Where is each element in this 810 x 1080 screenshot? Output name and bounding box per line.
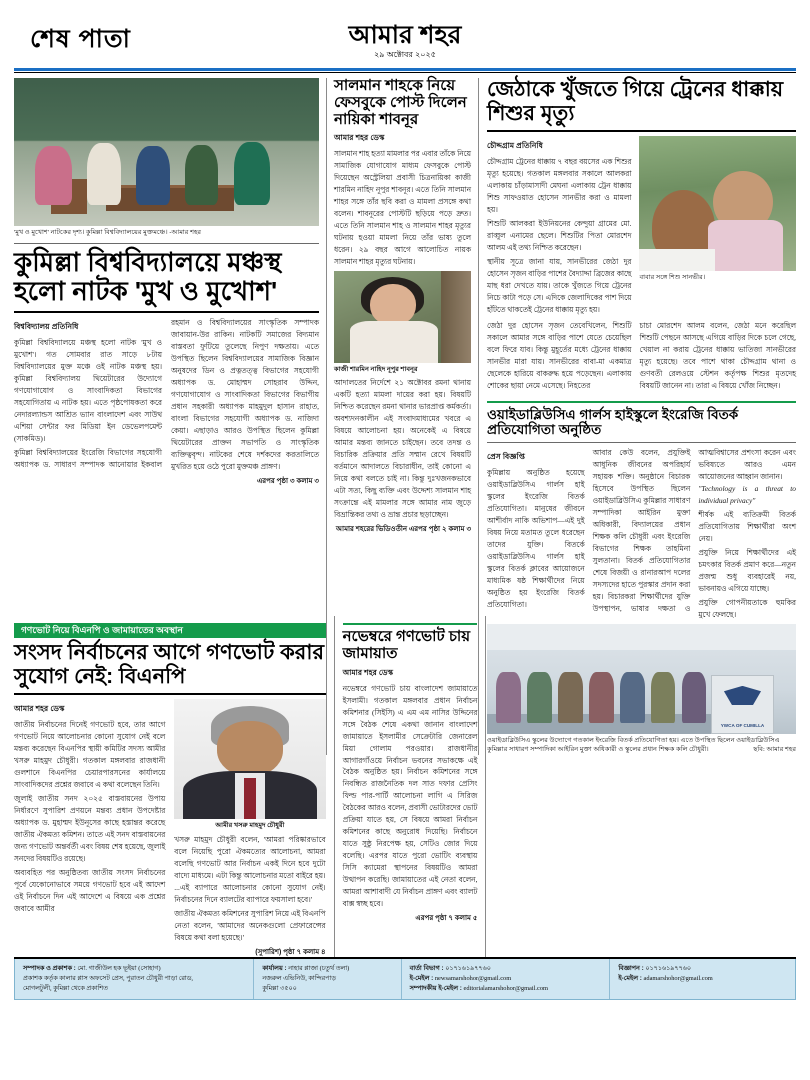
divider: [487, 130, 796, 132]
footer-ad-label: বিজ্ঞাপন :: [618, 965, 644, 973]
footer: [14, 957, 796, 1000]
footer-news-email[interactable]: newsamarshohor@gmail.com: [434, 975, 512, 983]
footer-ad-phone: ০১৭১৬১৯৭৭৬০: [645, 965, 692, 973]
divider: [14, 311, 319, 313]
footer-ad-email-label: ই-মেইল :: [618, 975, 642, 983]
train-paragraph-1: চৌদ্দগ্রাম ট্রেনের ধাক্কায় ৭ বছর বয়সের এক শিশুর মৃত্যু হয়েছে। গতকাল মঙ্গলবার সকালে আলকরা এলাকায় চাঁড়ামাসাদী মেঘনা এলাকায় ট্রেন ধাক্কায় শিশু সাফওয়াত হোসেন সানভীর করা ও মামলা হয়।: [487, 157, 632, 214]
shabnur-byline: আমার শহর ডেস্ক: [334, 133, 385, 143]
jamaat-continued: এরপর পৃষ্ঠা ৭ কলাম ৫: [415, 915, 478, 923]
photo-child-dress: [708, 220, 783, 271]
shabnur-continued: আমার শহরের ভিডিওতীন এরপর পৃষ্ঠা ২ কলাম ৩: [335, 525, 471, 533]
photo-father-shirt: [639, 249, 714, 271]
jamaat-green-rule: [343, 623, 478, 625]
train-byline: চৌদ্দগ্রাম প্রতিনিধি: [487, 141, 543, 151]
column-bnp: [14, 616, 334, 958]
footer-office-label: কার্যালয় :: [262, 965, 287, 973]
drama-paragraph-2: কুমিল্লা বিশ্ববিদ্যালয়ের ইংরেজি বিভাগের সহযোগী অধ্যাপক ড. সাধারণ সম্পাদক আনোয়ার ইকবাল রহমান ও বিশ্ববিদ্যালয়ের সাংস্কৃতিক সম্পাদক জাবায়ান-উর রাকিন। নাটকটি সমাজের বিদ্যমান বাস্তবতা ফুটিয়ে তুলেছে নিপুণ দক্ষতায়। এতে উপস্থিত ছিলেন বিশ্ববিদ্যালয়ের সামাজিক বিজ্ঞান অনুষদের ডিন ও প্রত্নতত্ত্ব বিভাগের সহযোগী অধ্যাপক ড. মোহাম্মদ সোহরাব উদ্দিন, গণযোগাযোগ ও সাংবাদিকতা বিভাগের বিভাগীয় প্রধান সহকারী অধ্যাপক মাহমুদুল হাসান রাহাত, বাংলা বিভাগের সহযোগী অধ্যাপক ড. নাজিদা কেয়া। এছাড়াও আরও উপস্থিত ছিলেন কুমিল্লা থিয়েটারের প্রাক্তন সভাপতি ও সাংস্কৃতিক ব্যক্তিত্ববৃন্দ। নাটকের শেষে দর্শকদের করতালিতে মুখরিত হয়ে ওঠে পুরো মুক্তমঞ্চ প্রাঙ্গণ।: [14, 318, 319, 471]
bnp-paragraph-2: জুলাই জাতীয় সনদ ২০২৫ বাস্তবায়নের উপায় নির্ধারণে সুপারিশ প্রণয়নে মন্তব্য প্রধান উপদেষ্টার অধ্যাপক ড. মুহাম্মদ ইউনূসের কাছে হস্তান্তর করেছে জাতীয় ঐকমত্য কমিশন। তাতে এই সনদ বাস্তবায়নের জন্য গণভোট অন্তর্বর্তী এবং বিষয় শেষ হয়েছে, জুলাই সনদের বিষয়টিও রয়েছে।: [14, 793, 166, 863]
footer-news-phone: ০১৭১৬১৯৭৭৬০: [445, 965, 491, 973]
footer-news-cell: [402, 959, 611, 999]
footer-office-value: নাহার প্লাজা (চতুর্থ তলা): [288, 965, 350, 973]
footer-editorial-email-label: সম্পাদকীয় ই-মেইল :: [409, 985, 462, 993]
footer-office-street: নজরুল এভিনিউ, কান্দিরপাড়: [262, 975, 336, 983]
ywca-caption-text: ওয়াইডাব্লিউসিএ স্কুলের উদ্যোগে গতকাল ইংরেজি বিতর্ক প্রতিযোগিতা হয়। এতে উপস্থিত ছিলেন ওয়াইডাব্লিউসিএ কুমিল্লার সাধারণ সম্পাদিকা আইরিন মুক্তা অধিকারী ও স্কুলের প্রধান শিক্ষক কলি চৌধুরী।: [487, 736, 780, 753]
ywca-photo-credit: ছবি: আমার শহর: [753, 745, 796, 753]
masthead: [14, 18, 796, 62]
column-ywca-spacer: [485, 616, 796, 958]
footer-ad-email[interactable]: adamarshohor@gmail.com: [643, 975, 713, 983]
footer-press-line: প্রকাশক কর্তৃক কালার প্লাস অফসেট প্রেস, পুরাতন চৌধুরী পাড়া রোড,: [23, 975, 193, 983]
jamaat-headline: নভেম্বরে গণভোট চায় জামায়াত: [342, 628, 471, 662]
column-jamaat: [334, 616, 486, 958]
shabnur-paragraph-2: আদালতের নির্দেশে ২১ অক্টোবর রমনা থানায় একটি হত্যা মামলা দায়ের করা হয়। বিষয়টি নিশ্চিত করেছেন রমনা থানার ভারপ্রাপ্ত কর্মকর্তা। অবশ্যদনকালীন এই সংবাদমাধ্যমের খবরে এ বিষয়ে আলোচনা হয়। অনেকেই এ বিষয়ে আমার মন্তব্য জানতে চাইছেন। তবে তদন্ত ও বিচারিক প্রক্রিয়ার প্রতি সম্মান রেখে বিষয়টি বর্তমানে আদালতে বিচারাধীন, তাই কোনো এ নিয়ে কথা বলতে চাই না। কিন্তু দুঃখজনকভাবে এটা সত্য, কিছু ব্যক্তি এবং উদ্দেশ্য সালমান শাহ সংক্রান্তে এই মামলার সঙ্গে আমার নাম জুড়ে বিভ্রান্তিকর তথ্য ও ভ্রান্ত প্রচার ছড়াচ্ছেন।: [334, 378, 471, 519]
stage-actor-4: [185, 145, 219, 206]
footer-news-email-label: ই-মেইল :: [409, 975, 434, 983]
drama-byline: বিশ্ববিদ্যালয় প্রতিনিধি: [14, 322, 79, 332]
bnp-paragraph-3: অব্যবহিত পর অনুষ্ঠিতব্য জাতীয় সংসদ নির্বাচনের পূর্বে যেকোনোভাবে সময়ে গণভোট হবে এই আদেশ ওই নির্বাচনে দিন এই আদেশে এ বিষয়ে এক প্রশ্নের জবাবে আমীর: [14, 867, 166, 913]
bnp-photo-caption: আমীর খসরু মাহমুদ চৌধুরী: [215, 822, 285, 830]
footer-news-label: বার্তা বিভাগ :: [409, 965, 444, 973]
jamaat-paragraph-1: নভেম্বরে গণভোট চায় বাংলাদেশ জামায়াতে ইসলামী। গতকাল মঙ্গলবার প্রধান নির্বাচন কমিশনার (সিইসি) এ এম এম নাসির উদ্দিনের সঙ্গে বৈঠক শেষে একথা জানান বাংলাদেশ জামায়াতে ইসলামীর সেক্রেটারি জেনারেল মিয়া গোলাম পরওয়ার। রাজধানীর আগারগাঁওয়ে নির্বাচন ভবনের সভাকক্ষে এই বৈঠক অনুষ্ঠিত হয়। নির্বাচন কমিশনের সঙ্গে নিবন্ধিত রাজনৈতিক দল সাত দফার প্রেসিং ফিল্ড পার-পার্টি আলোচনা লাগি এ সিরিজ বৈঠকের আরও বলেন, প্রবাসী ভোটারদের ভোট প্রক্রিয়া যাতে হয়, সে বিষয়ে আমরা নির্বাচন কমিশনের কাছে অনুরোধ দিয়েছি। নির্বাচনে যাতে সুষ্ঠু নিরপেক্ষ হয়, সেটিও জোর দিয়ে বলেছি। এরপর যাতে পুরো ভোটিং ব্যবস্থায় সিসি ক্যামেরা স্থাপনের বিষয়টিও আমরা উত্থাপন করেছি। জামায়াতের এই নেতা বলেন, আমরা আশাবাদী যে নির্বাচন প্রাঙ্গণ এবং ব্যালট বাক্স স্বচ্ছ হবে।: [342, 683, 478, 909]
drama-body: [14, 317, 319, 473]
ywca-quote-note: শীর্ষক এই ব্যতিক্রমী বিতর্ক প্রতিযোগিতায় শিক্ষার্থীরা অংশ নেয়।: [698, 509, 796, 543]
bnp-leader-photo: [174, 699, 325, 819]
ywca-headline: ওয়াইডাব্লিউসিএ গার্লস হাইস্কুলে ইংরেজি বিতর্ক প্রতিযোগিতা অনুষ্ঠিত: [487, 406, 739, 437]
footer-office-zip: কুমিল্লা ৩৫০০: [262, 985, 297, 993]
shabnur-photo: [334, 271, 471, 363]
train-paragraph-4: জেঠা দুর হোসেন সৃজন তেবেখিলেন, শিশুটি সকালে আমার সঙ্গে বাড়ির পাশে যেতে চেয়েছিল বলে ফিরে যাব। কিন্তু মুহূর্তের মধ্যে ট্রেনের ধাক্কায় সানভীর মারা যায়। সানভীরের বাবা-মা একমাত্র ছেলেকে হারিয়ে বাকরুদ্ধ হয়ে পড়েছেন। এলাকায় শোকের ছায়া নেমে এসেছে। নিহতের: [487, 320, 632, 390]
train-photo-caption: বাবার সঙ্গে শিশু সানভীর।: [639, 274, 706, 282]
divider: [487, 442, 796, 443]
podium-text: YWCA OF CUMILLA: [720, 723, 765, 729]
footer-editor-cell: [15, 959, 254, 999]
bnp-paragraph-5: জাতীয় ঐকমত্য কমিশনের সুপারিশ নিয়ে এই বিএনপি নেতা বলেন, 'আমাদের অনেকগুলো প্রেফারেন্সের বিষয়ে কথা বলা হয়েছে।': [174, 908, 326, 942]
bnp-paragraph-4: খসরু মাহমুদ চৌধুরী বলেন, 'আমরা পরিষ্কারভাবে বলে নিয়েছি পুরো ঐকমত্যের আলোচনা, আমরা বলেছি গণভোট আর নির্বাচন একই দিনে হবে দুটো বাদ্যে মাধ্যমে। এটা কিন্তু আলোচনার মতো বাইরে হয়। ...এই ব্যাপারে আলোচনার কোনো সুযোগ নেই। নির্বাচনের দিনে ব্যালটের ব্যাপারে ফয়সালা হবে।': [174, 834, 326, 904]
train-paragraph-5: চাচা মোরশেদ আলম বলেন, জেঠা মনে করেছিল শিশুটি পেছনে আসছে এগিয়ে বাড়ির দিকে চলে গেছে, খেয়াল না করায় ট্রেনের ধাক্কায় ভাতিজা সানভীরের মৃত্যু হয়েছে। তবে পাশে থাকা চৌদ্দগ্রাম থানা ও গুণবতী রেলওয়ে স্টেশন কর্তৃপক্ষ শিশুর মৃতদেহ বিষয়টি জানেন না। তারা এ বিষয়ে খোঁজ নিচ্ছেন।: [639, 320, 796, 390]
train-paragraph-3: স্থানীয় সূত্রে জানা যায়, সানভীরের জেঠা দুর হোসেন সৃজন বাড়ির পাশের বৈদ্যাদ্দা ব্রিজের কাছে মাছ ধরা দেখতে যায়। তাকে খুঁজতে গিয়ে ট্রেনের নিচে কাটা পড়ে সে। এদিকে জেলাদিকের পাশ দিয়ে হাঁটতে থাকতেই ট্রেনের ধাক্কায় মৃত্যু হয়।: [487, 256, 632, 314]
train-headline: জেঠাকে খুঁজতে গিয়ে ট্রেনের ধাক্কায় শিশুর মৃত্যু: [487, 78, 784, 125]
drama-paragraph-1: কুমিল্লা বিশ্ববিদ্যালয়ে মঞ্চস্থ হলো নাটক 'মুখ ও মুখোশ'। গত সোমবার রাত সাড়ে ৮টায় বিশ্ববিদ্যালয়ের মুক্ত মঞ্চে ওই নাটক মঞ্চস্থ হয়। কুমিল্লা বিশ্ববিদ্যালয় থিয়েটারের উদ্যোগে গণযোগাযোগ ও সাংবাদিকতা বিভাগের সহযোগিতায় এ নাটক হয়। এতে পৃষ্ঠপোষকতা করে নেদারল্যান্ডস আশ্রিত ভ্যান বাংলাদেশ এবং সাউথ এশিয়া সেন্টার ফর মিডিয়া ইন ডেভেলপমেন্ট (সাকমিড)।: [14, 338, 162, 443]
drama-stage-photo: [14, 78, 319, 226]
footer-ad-cell: [610, 959, 795, 999]
footer-editor-name: মো. গাজীউল হক ভূইয়া (সোহাগ): [77, 965, 161, 973]
footer-editorial-email[interactable]: editorialamarshohor@gmail.com: [463, 985, 549, 993]
divider: [14, 243, 319, 244]
footer-press-city: মোগলটুলী, কুমিল্লা থেকে প্রকাশিত: [23, 985, 108, 993]
ywca-body: [487, 447, 796, 621]
jamaat-byline: আমার শহর ডেস্ক: [342, 667, 394, 677]
bnp-paragraph-1: জাতীয় নির্বাচনের দিনেই গণভোট হবে, তার আগে গণভোট নিয়ে আলোচনার কোনো সুযোগ নেই বলে মন্তব্য করেছেন বিএনপির স্থায়ী কমিটির সদস্য আমীর খসরু মাহমুদ চৌধুরী। গতকাল মঙ্গলবার রাজধানী গুলশানে বিএনপির চেয়ারপারসনের কার্যালয়ে সাংবাদিকদের প্রশ্নের জবাবে এ কথা বলেছেন তিনি।: [14, 720, 166, 789]
footer-editor-label: সম্পাদক ও প্রকাশক :: [23, 965, 76, 973]
ywca-paragraph-1: কুমিল্লায় অনুষ্ঠিত হয়েছে ওয়াইডাব্লিউসিএ গার্লস হাই স্কুলের ইংরেজি বিতর্ক প্রতিযোগিতা। মানুষের জীবনে আশীর্বাদ নাকি অভিশাপ—এই দুই বিষয় নিয়ে মতামত তুলে ধরেছেন তাদের যুক্তি। বিতর্কে ওয়াইডাব্লিউসিএ গার্লস হাই স্কুলের বিতর্ক ক্লাবের আয়োজনে মাধ্যমিক ষষ্ঠ শিক্ষার্থীদের নিয়ে অনুষ্ঠিত হয় ইংরেজি বিতর্ক প্রতিযোগিতা।: [487, 467, 585, 609]
section-label: শেষ পাতা: [30, 25, 131, 53]
photo-tree-trunk: [441, 271, 471, 363]
stage-actor-2: [87, 143, 121, 205]
ywca-byline: প্রেস বিজ্ঞপ্তি: [487, 451, 525, 461]
train-paragraph-2: শিশুটি আলকরা ইউনিয়নের কেন্দুয়া গ্রামের মো. রাব্বুল এনামের ছেলে। শিশুটির পিতা মোরশেদ আলম এই তথ্য নিশ্চিত করেছেন।: [487, 218, 632, 252]
footer-office-cell: [254, 959, 401, 999]
drama-continued: এরপর পৃষ্ঠা ৩ কলাম ৩: [256, 477, 319, 485]
bnp-continued: (সুপারিশ) পৃষ্ঠা ৭ কলাম ৪: [255, 948, 326, 956]
bnp-band-label: গণভোট নিয়ে বিএনপি ও জামায়াতের অবস্থান: [21, 625, 183, 635]
publication-date: ২৯ অক্টোবর ২০২৫: [374, 50, 436, 59]
ywca-quote: "Technology is a threat to individual privacy": [698, 483, 796, 505]
shabnur-paragraph-1: সালমান শাহ হত্যা মামলার পর এবার তাঁকে নিয়ে সামাজিক যোগাযোগ মাধ্যম ফেসবুকে পোস্ট দিয়েছেন অস্ট্রেলিয়া প্রবাসী চিত্রনায়িকা কাজী শারমিন নাহিদ নূপুর শাবনূর। এতে তিনি সালমান শাহর সঙ্গে তাঁর ছবি করা ও মামলা প্রসঙ্গে কথা বলেন। শাবনূরের পোস্টটি ছড়িয়ে পড়ে দ্রুত। এতে তিনি সালমান শাহ ও সালমান শাহর মৃত্যুর ঘটনায় হওয়া মামলা নিয়ে তাঁর ভাষ্য তুলে ধরেন। ২৯ বছর আগে আলোচিত নায়ক সালমান শাহর মৃত্যুর ঘটনায়।: [334, 149, 472, 267]
stage-actor-5: [234, 142, 271, 206]
stage-actor-1: [35, 146, 72, 205]
masthead-center: [14, 22, 796, 62]
bnp-headline: সংসদ নির্বাচনের আগে গণভোট করার সুযোগ নেই: বিএনপি: [14, 641, 324, 688]
bnp-section-band: [14, 623, 326, 638]
divider: [14, 693, 326, 695]
drama-photo-caption: 'মুখ ও মুখোশ' নাটকের দৃশ্য। কুমিল্লা বিশ্ববিদ্যালয়ের মুক্তমঞ্চে। -আমার শহর: [14, 229, 202, 236]
ywca-paragraph-4: প্রযুক্তি গোপনীয়তাকে হুমকির মুখে ফেলছে।: [698, 597, 796, 619]
photo-scarf: [350, 321, 438, 363]
drama-headline: কুমিল্লা বিশ্ববিদ্যালয়ে মঞ্চস্থ হলো নাটক 'মুখ ও মুখোশ': [14, 246, 282, 306]
ywca-paragraph-3: প্রযুক্তি নিয়ে শিক্ষার্থীদের এই চমৎকার বিতর্ক প্রমাণ করে—নতুন প্রজন্ম শুধু ব্যবহারেই নয়, ভাবনায়ও এগিয়ে যাচ্ছে।: [698, 547, 796, 593]
shabnur-headline: সালমান শাহকে নিয়ে ফেসবুকে পোস্ট দিলেন নায়িকা শাবনূর: [334, 77, 467, 128]
bnp-byline: আমার শহর ডেস্ক: [14, 704, 65, 714]
ywca-green-rule: [487, 401, 796, 403]
photo-face: [217, 721, 284, 776]
footer-imprint: [14, 959, 796, 1000]
stage-actor-3: [136, 146, 170, 205]
masthead-blue-rule: [14, 68, 796, 71]
train-victim-photo: [639, 136, 796, 271]
photo-tie: [244, 778, 256, 819]
paper-title: আমার শহর: [348, 20, 462, 49]
ywca-paragraph-2: আবার কেউ বলেন, প্রযুক্তিই আধুনিক জীবনের অপরিহার্য সহায়ক শক্তি। অনুষ্ঠানে বিচারক হিসেবে উপস্থিত ছিলেন ওয়াইডাব্লিউসিএ কুমিল্লার সাধারণ সম্পাদিকা আইরিন মুক্তা অধিকারী, বিদ্যালয়ের প্রধান শিক্ষক কলি চৌধুরী এবং ইংরেজি বিভাগের শিক্ষক তাহমিনা সুলতানা। বিতর্ক প্রতিযোগিতার শেষে বিজয়ী ও রানারআপ দলের সদস্যদের হাতে পুরস্কার প্রদান করা হয়। বিচারকরা শিক্ষার্থীদের যুক্তি উপস্থাপন, ভাষার দক্ষতা ও আত্মবিশ্বাসের প্রশংসা করেন এবং ভবিষ্যতে আরও এমন আয়োজনের আহ্বান জানান।: [592, 447, 796, 613]
masthead-thin-rule: [14, 72, 796, 73]
shabnur-photo-caption: কাজী শারমিন নাহিদ নূপুর শাবনূর: [334, 366, 418, 374]
